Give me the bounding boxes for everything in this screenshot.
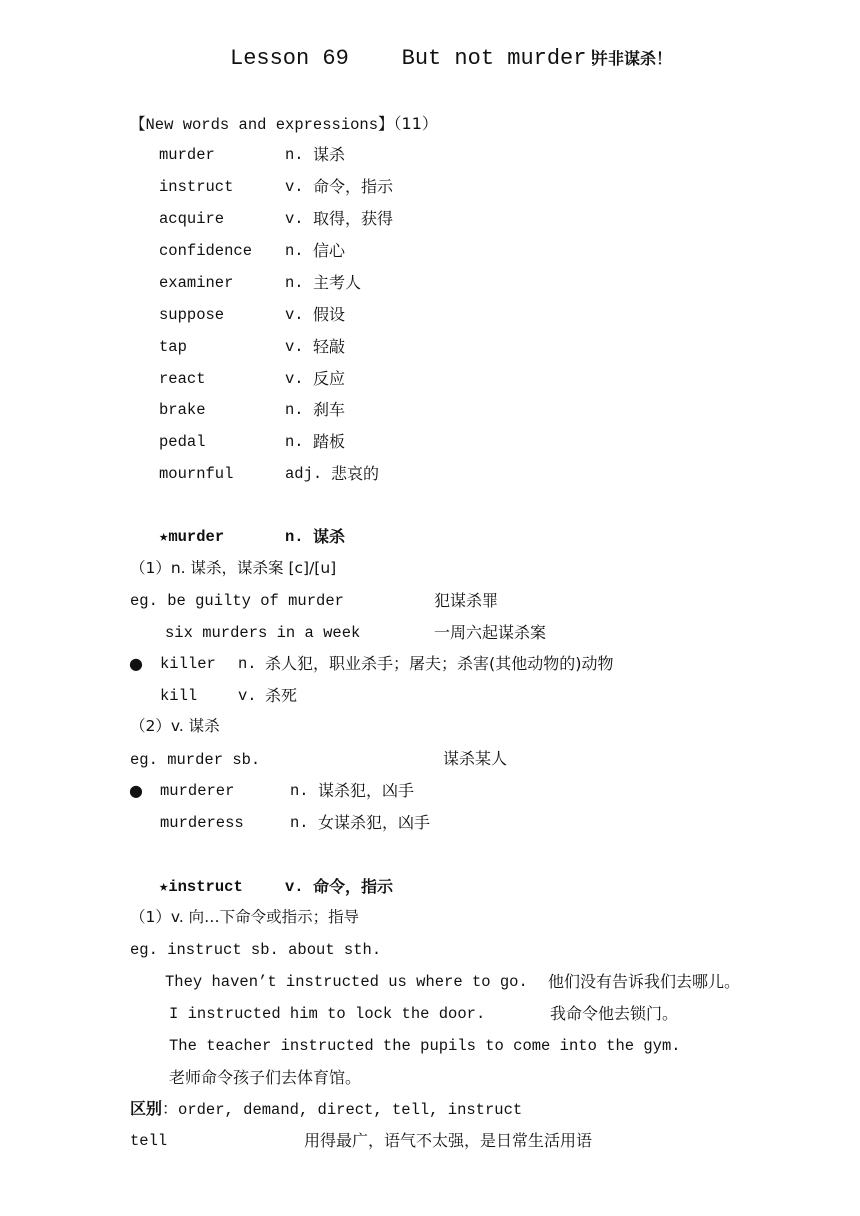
related-meaning: 女谋杀犯，凶手	[318, 813, 431, 832]
vocab-pos: v.	[285, 306, 304, 324]
example-en: six murders in a week	[165, 624, 361, 642]
example-en: They haven’t instructed us where to go.	[165, 973, 528, 991]
vocab-meaning: 悲哀的	[331, 464, 380, 483]
example-cn: 一周六起谋杀案	[434, 623, 547, 642]
entry-meaning: 谋杀	[313, 527, 346, 546]
example-en: The teacher instructed the pupils to come into the gym.	[169, 1037, 681, 1055]
difference-colon: ：	[162, 1099, 179, 1118]
sense-line: （1）v. 向…下命令或指示；指导	[130, 908, 360, 926]
related-meaning: 杀人犯，职业杀手；屠夫；杀害(其他动物的)动物	[265, 654, 614, 673]
vocab-word: pedal	[159, 433, 206, 451]
related-pos: v.	[238, 687, 257, 705]
example-en: I instructed him to lock the door.	[169, 1005, 486, 1023]
example-cn: 我命令他去锁门。	[550, 1004, 679, 1023]
example-cn: 谋杀某人	[443, 749, 508, 768]
vocab-word: brake	[159, 401, 206, 419]
vocab-meaning: 谋杀	[313, 145, 346, 164]
sense-line: （1）n. 谋杀，谋杀案 [c]/[u]	[130, 559, 337, 577]
difference-words: order, demand, direct, tell, instruct	[178, 1101, 523, 1119]
vocab-pos: v.	[285, 210, 304, 228]
vocab-meaning: 踏板	[313, 432, 346, 451]
vocab-pos: adj.	[285, 465, 323, 483]
entry-headword: ★instruct	[159, 878, 243, 896]
vocab-word: tap	[159, 338, 187, 356]
vocab-word: confidence	[159, 242, 253, 260]
vocab-pos: n.	[285, 433, 304, 451]
vocab-meaning: 轻敲	[313, 337, 346, 356]
example-cn: 老师命令孩子们去体育馆。	[169, 1068, 362, 1087]
bullet-icon: ●	[129, 781, 143, 800]
vocab-word: mournful	[159, 465, 234, 483]
vocab-meaning: 假设	[313, 305, 346, 324]
related-word: tell	[130, 1132, 168, 1150]
vocab-pos: n.	[285, 146, 304, 164]
entry-pos: n.	[285, 528, 304, 546]
page-title-chinese: 并非谋杀！	[592, 49, 673, 68]
related-meaning: 用得最广，语气不太强，是日常生活用语	[304, 1131, 593, 1150]
section-header-label: 【New words and expressions】	[130, 116, 394, 134]
example-en: eg. murder sb.	[130, 751, 261, 769]
related-pos: n.	[290, 814, 309, 832]
difference-line	[130, 1101, 522, 1119]
entry-pos: v.	[285, 878, 304, 896]
bullet-icon: ●	[129, 654, 143, 673]
vocab-meaning: 反应	[313, 369, 346, 388]
entry-meaning: 命令，指示	[313, 877, 394, 896]
vocab-pos: n.	[285, 274, 304, 292]
difference-label: 区别	[130, 1099, 163, 1118]
related-word: kill	[160, 687, 198, 705]
vocab-meaning: 命令，指示	[313, 177, 394, 196]
vocab-meaning: 主考人	[313, 273, 362, 292]
vocab-pos: v.	[285, 338, 304, 356]
related-meaning: 谋杀犯，凶手	[318, 781, 415, 800]
related-word: murderess	[160, 814, 244, 832]
section-header-count: （11）	[393, 114, 438, 133]
example-cn: 犯谋杀罪	[434, 591, 499, 610]
vocab-word: suppose	[159, 306, 225, 324]
related-meaning: 杀死	[265, 686, 298, 705]
vocab-word: acquire	[159, 210, 225, 228]
example-en: eg. be guilty of murder	[130, 592, 344, 610]
related-word: murderer	[160, 782, 235, 800]
vocab-meaning: 取得，获得	[313, 209, 394, 228]
related-word: killer	[160, 655, 216, 673]
page-title: Lesson 69 But not murder!	[230, 46, 600, 71]
vocab-word: instruct	[159, 178, 234, 196]
usage-pattern: eg. instruct sb. about sth.	[130, 941, 382, 959]
vocab-pos: v.	[285, 178, 304, 196]
vocab-meaning: 刹车	[313, 400, 346, 419]
vocab-word: react	[159, 370, 206, 388]
vocab-pos: v.	[285, 370, 304, 388]
entry-headword: ★murder	[159, 528, 225, 546]
vocab-word: examiner	[159, 274, 234, 292]
vocab-word: murder	[159, 146, 215, 164]
related-pos: n.	[238, 655, 257, 673]
vocab-meaning: 信心	[313, 241, 346, 260]
sense-line: （2）v. 谋杀	[130, 717, 220, 735]
vocab-pos: n.	[285, 242, 304, 260]
example-cn: 他们没有告诉我们去哪儿。	[548, 972, 741, 991]
section-header	[130, 116, 438, 134]
vocab-pos: n.	[285, 401, 304, 419]
related-pos: n.	[290, 782, 309, 800]
